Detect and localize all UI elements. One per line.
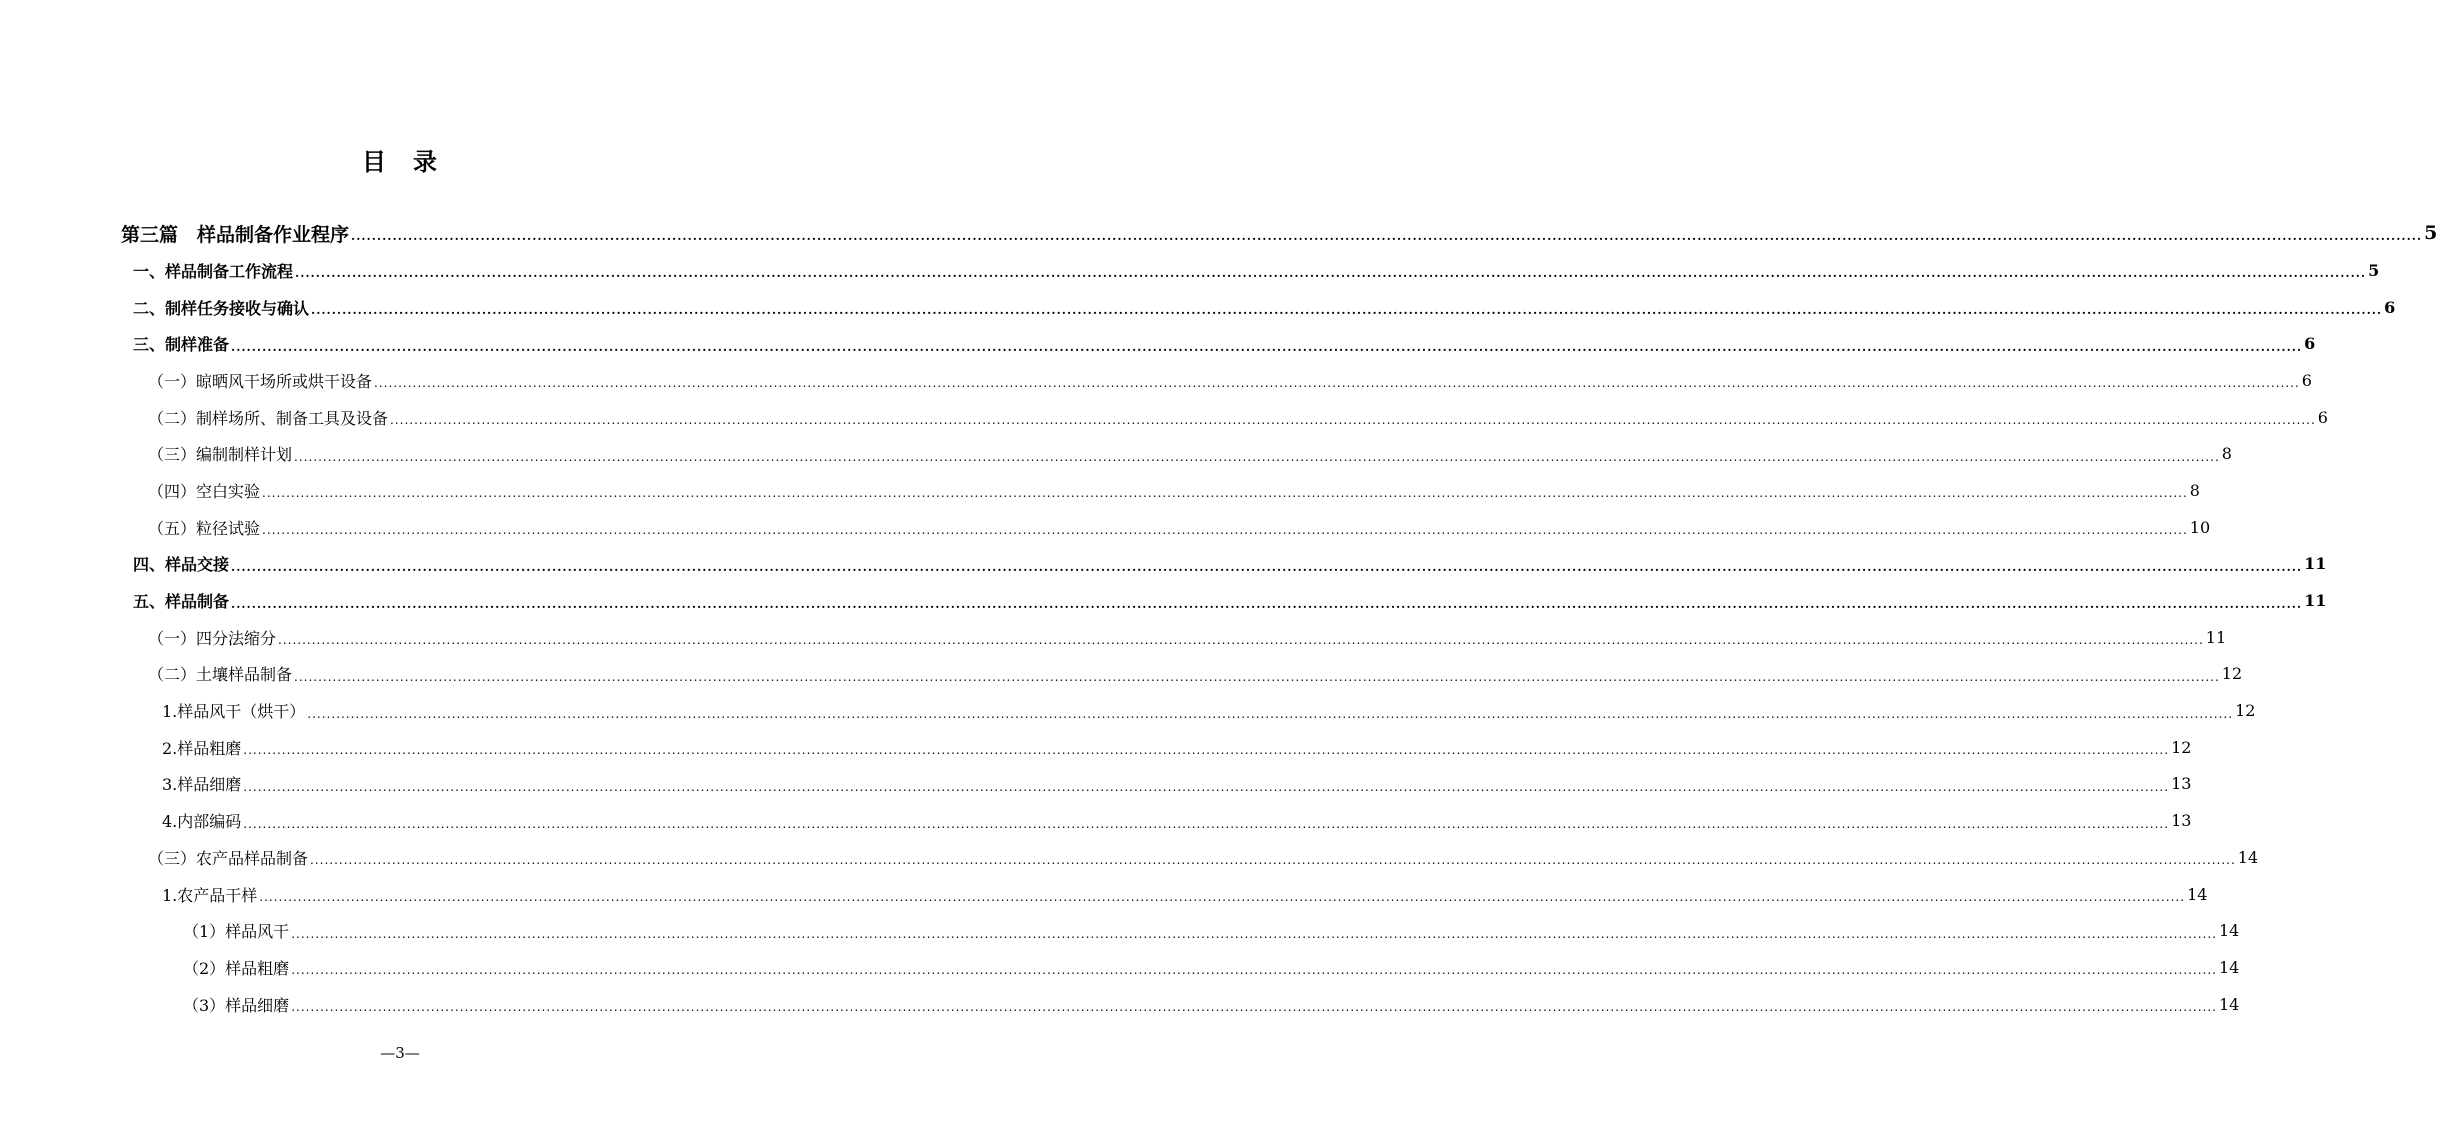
- toc-leader-dots: ................................................................................................................................................................................................................................................................................................................................................................................................................: [259, 890, 2186, 905]
- toc-entry-page-number: 14: [2237, 847, 2259, 867]
- toc-entry[interactable]: [0, 252, 2380, 289]
- toc-leader-dots: ................................................................................................................................................................................................................................................................................................................................................................................................................: [231, 596, 2303, 611]
- toc-entry-page-number: 13: [2171, 774, 2192, 794]
- toc-leader-dots: ................................................................................................................................................................................................................................................................................................................................................................................................................: [310, 853, 2236, 868]
- toc-entry-label: （二）土壤样品制备: [148, 665, 293, 685]
- toc-entry-page-number: 14: [2218, 957, 2240, 977]
- toc-entry-label: （2）样品粗磨: [183, 958, 290, 978]
- toc-leader-dots: ................................................................................................................................................................................................................................................................................................................................................................................................................: [294, 449, 2220, 464]
- toc-entry-label: 1.样品风干（烘干）: [162, 702, 306, 722]
- toc-entry-page-number: 11: [2205, 627, 2227, 647]
- toc-entry-label: （3）样品细磨: [183, 995, 290, 1015]
- toc-entry[interactable]: [0, 729, 2192, 766]
- toc-entry[interactable]: [0, 472, 2200, 509]
- toc-entry[interactable]: [0, 986, 2240, 1023]
- toc-entry[interactable]: [0, 399, 2328, 436]
- toc-entry-label: （三）编制制样计划: [148, 445, 293, 465]
- toc-leader-dots: ................................................................................................................................................................................................................................................................................................................................................................................................................: [243, 816, 2170, 831]
- toc-entry[interactable]: [0, 582, 2327, 619]
- toc-entry-page-number: 5: [2424, 222, 2437, 244]
- toc-leader-dots: ................................................................................................................................................................................................................................................................................................................................................................................................................: [231, 559, 2303, 574]
- toc-entry[interactable]: [0, 802, 2192, 839]
- title-char-2: 录: [413, 147, 438, 176]
- toc-entry-page-number: 14: [2187, 884, 2208, 904]
- toc-entry[interactable]: [0, 656, 2243, 693]
- title-char-1: 目: [362, 147, 387, 176]
- toc-entry-page-number: 6: [2301, 370, 2312, 390]
- toc-entry[interactable]: [0, 876, 2208, 913]
- toc-entry-page-number: 12: [2221, 664, 2243, 684]
- toc-leader-dots: ................................................................................................................................................................................................................................................................................................................................................................................................................: [291, 963, 2217, 978]
- toc-entry-page-number: 11: [2304, 591, 2327, 611]
- toc-leader-dots: ................................................................................................................................................................................................................................................................................................................................................................................................................: [374, 376, 2300, 391]
- toc-entry-label: 二、制样任务接收与确认: [133, 298, 310, 318]
- toc-leader-dots: ................................................................................................................................................................................................................................................................................................................................................................................................................: [262, 486, 2188, 501]
- toc-entry-label: （三）农产品样品制备: [148, 848, 309, 868]
- toc-entry[interactable]: [0, 214, 2437, 252]
- toc-entry-label: 第三篇 样品制备作业程序: [121, 223, 350, 246]
- toc-entry-page-number: 8: [2221, 444, 2232, 464]
- toc-entry-label: 五、样品制备: [133, 592, 230, 612]
- toc-entry-label: 3.样品细磨: [162, 775, 242, 795]
- toc-entry-label: 一、样品制备工作流程: [133, 261, 294, 281]
- toc-entry[interactable]: [0, 619, 2227, 656]
- toc-entry[interactable]: [0, 912, 2240, 949]
- toc-leader-dots: ................................................................................................................................................................................................................................................................................................................................................................................................................: [231, 339, 2303, 354]
- toc-entry-page-number: 10: [2189, 517, 2211, 537]
- toc-entry[interactable]: [0, 435, 2232, 472]
- toc-leader-dots: ................................................................................................................................................................................................................................................................................................................................................................................................................: [295, 266, 2367, 281]
- toc-entry-label: （1）样品风干: [183, 922, 290, 942]
- toc-entry-page-number: 12: [2235, 701, 2256, 721]
- toc-entry-page-number: 14: [2218, 921, 2240, 941]
- toc-entry[interactable]: [0, 546, 2327, 583]
- toc-entry[interactable]: [0, 362, 2312, 399]
- toc-entry-label: （四）空白实验: [148, 481, 261, 501]
- toc-entry-label: （二）制样场所、制备工具及设备: [148, 408, 389, 428]
- page-number: —3—: [380, 1044, 420, 1062]
- toc-entry[interactable]: [0, 949, 2240, 986]
- page-title: [0, 142, 800, 177]
- toc-leader-dots: ................................................................................................................................................................................................................................................................................................................................................................................................................: [291, 1000, 2217, 1015]
- toc-entry-label: 2.样品粗磨: [162, 738, 242, 758]
- toc-entry[interactable]: [0, 839, 2259, 876]
- toc-entry[interactable]: [0, 692, 2256, 729]
- toc-entry-label: （一）晾晒风干场所或烘干设备: [148, 371, 373, 391]
- toc-entry-page-number: 14: [2218, 994, 2240, 1014]
- toc-entry-page-number: 13: [2171, 811, 2192, 831]
- toc-entry[interactable]: [0, 325, 2316, 362]
- toc-entry-label: 1.农产品干样: [162, 885, 258, 905]
- toc-entry[interactable]: [0, 289, 2396, 326]
- toc-leader-dots: ................................................................................................................................................................................................................................................................................................................................................................................................................: [351, 229, 2423, 243]
- toc-entry-label: 4.内部编码: [162, 812, 242, 832]
- toc-leader-dots: ................................................................................................................................................................................................................................................................................................................................................................................................................: [294, 669, 2220, 684]
- toc-leader-dots: ................................................................................................................................................................................................................................................................................................................................................................................................................: [243, 743, 2170, 758]
- toc-entry-label: （一）四分法缩分: [148, 628, 277, 648]
- table-of-contents: [0, 214, 2437, 1022]
- toc-entry-page-number: 6: [2304, 334, 2316, 354]
- toc-leader-dots: ................................................................................................................................................................................................................................................................................................................................................................................................................: [390, 413, 2316, 428]
- toc-entry-page-number: 8: [2189, 480, 2200, 500]
- toc-entry-label: （五）粒径试验: [148, 518, 261, 538]
- toc-leader-dots: ................................................................................................................................................................................................................................................................................................................................................................................................................: [307, 706, 2234, 721]
- toc-entry-page-number: 11: [2304, 554, 2327, 574]
- toc-entry-page-number: 12: [2171, 737, 2192, 757]
- toc-entry[interactable]: [0, 766, 2192, 803]
- toc-leader-dots: ................................................................................................................................................................................................................................................................................................................................................................................................................: [243, 779, 2170, 794]
- toc-entry-label: 四、样品交接: [133, 555, 230, 575]
- toc-entry-label: 三、制样准备: [133, 335, 230, 355]
- toc-entry-page-number: 6: [2317, 407, 2328, 427]
- toc-entry[interactable]: [0, 509, 2211, 546]
- toc-leader-dots: ................................................................................................................................................................................................................................................................................................................................................................................................................: [311, 303, 2383, 318]
- toc-entry-page-number: 6: [2384, 297, 2396, 317]
- toc-leader-dots: ................................................................................................................................................................................................................................................................................................................................................................................................................: [291, 926, 2217, 941]
- toc-leader-dots: ................................................................................................................................................................................................................................................................................................................................................................................................................: [278, 633, 2204, 648]
- toc-leader-dots: ................................................................................................................................................................................................................................................................................................................................................................................................................: [262, 523, 2188, 538]
- toc-entry-page-number: 5: [2368, 260, 2380, 280]
